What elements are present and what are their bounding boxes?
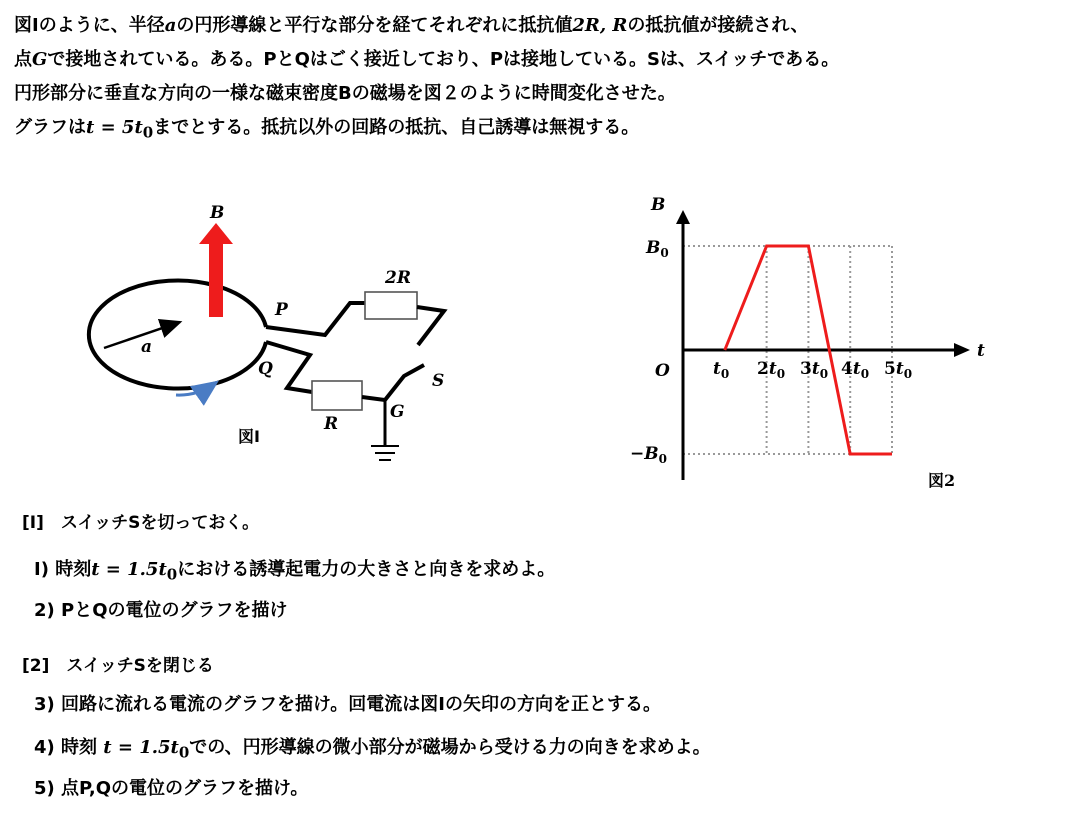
intro-line-2: 点Gで接地されている。ある。PとQはごく接近しており、Pは接地している。Sは、スイッチである。 — [14, 49, 840, 70]
section-2-title: [2] スイッチSを閉じる — [22, 656, 214, 676]
origin-label: O — [655, 361, 670, 381]
label-P: P — [275, 300, 288, 320]
question-2: 2) PとQの電位のグラフを描け — [34, 600, 288, 621]
axis-label-B: B — [651, 195, 666, 215]
intro-line-1: 図Ⅰのように、半径aの円形導線と平行な部分を経てそれぞれに抵抗値2R, Rの抵抗値が接続され、 — [14, 15, 809, 36]
x-tick-label: $t_0$ — [713, 359, 730, 381]
x-tick-label: $3t_0$ — [800, 359, 829, 381]
intro-line-3: 円形部分に垂直な方向の一様な磁束密度Bの磁場を図２のように時間変化させた。 — [14, 83, 676, 104]
label-2R: 2R — [385, 268, 411, 288]
question-3: 3) 回路に流れる電流のグラフを描け。回電流は図Ⅰの矢印の方向を正とする。 — [34, 694, 661, 715]
question-1: Ⅰ) 時刻$t = 1.5t_0$における誘導起電力の大きさと向きを求めよ。 — [34, 559, 556, 584]
label-B-field: B — [210, 203, 225, 223]
x-tick-labels — [713, 359, 912, 381]
figure-1-caption: 図Ⅰ — [238, 427, 260, 446]
label-a: a — [141, 337, 153, 357]
question-5: 5) 点P,Qの電位のグラフを描け。 — [34, 778, 309, 799]
y-tick-negB0: $-B_0$ — [630, 444, 667, 466]
label-R: R — [324, 414, 339, 434]
section-1-title: [Ⅰ] スイッチSを切っておく。 — [22, 513, 260, 533]
figure-2-caption: 図2 — [928, 471, 956, 490]
x-tick-label: $2t_0$ — [757, 359, 786, 381]
axis-label-t: t — [977, 341, 985, 361]
label-Q: Q — [258, 359, 273, 379]
question-4: 4) 時刻 $t = 1.5t_0$での、円形導線の微小部分が磁場から受ける力の向きを求めよ。 — [34, 737, 711, 762]
label-S: S — [432, 371, 445, 391]
label-G: G — [390, 402, 405, 422]
intro-line-4: グラフは$t = 5t_0$までとする。抵抗以外の回路の抵抗、自己誘導は無視する。 — [14, 117, 640, 142]
x-axis-arrowhead — [954, 343, 970, 357]
x-tick-label: $4t_0$ — [841, 359, 870, 381]
y-tick-B0: $B_0$ — [646, 238, 669, 260]
y-axis-arrowhead — [676, 210, 690, 224]
x-tick-label: $5t_0$ — [884, 359, 913, 381]
